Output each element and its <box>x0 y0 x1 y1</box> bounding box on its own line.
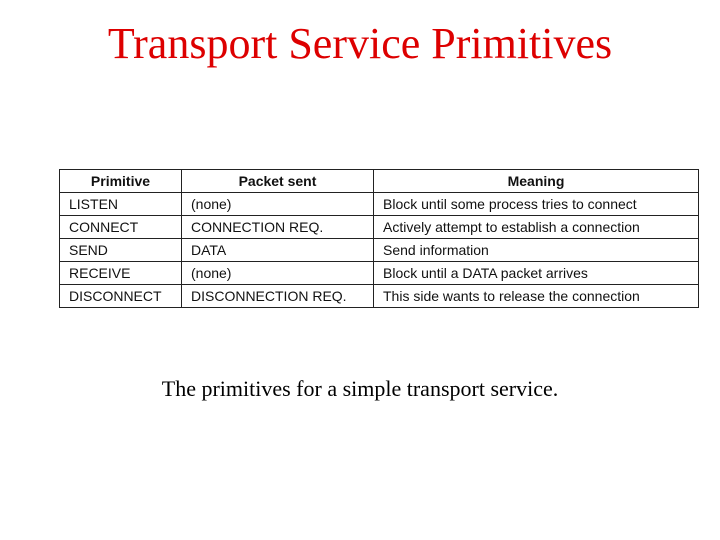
slide-title: Transport Service Primitives <box>107 19 613 68</box>
cell-meaning: Block until some process tries to connect <box>374 193 699 216</box>
table-row <box>60 262 699 285</box>
cell-primitive: LISTEN <box>60 193 182 216</box>
cell-packet-sent: DATA <box>182 239 374 262</box>
cell-meaning: This side wants to release the connection <box>374 285 699 308</box>
primitives-table <box>59 169 699 308</box>
cell-meaning: Send information <box>374 239 699 262</box>
cell-packet-sent: DISCONNECTION REQ. <box>182 285 374 308</box>
header-packet-sent: Packet sent <box>182 170 374 193</box>
cell-packet-sent: (none) <box>182 193 374 216</box>
cell-primitive: RECEIVE <box>60 262 182 285</box>
cell-primitive: SEND <box>60 239 182 262</box>
header-primitive: Primitive <box>60 170 182 193</box>
cell-packet-sent: CONNECTION REQ. <box>182 216 374 239</box>
header-meaning: Meaning <box>374 170 699 193</box>
cell-packet-sent: (none) <box>182 262 374 285</box>
table-row <box>60 285 699 308</box>
cell-primitive: CONNECT <box>60 216 182 239</box>
table-caption: The primitives for a simple transport service. <box>161 376 559 401</box>
cell-meaning: Actively attempt to establish a connection <box>374 216 699 239</box>
table-row <box>60 193 699 216</box>
table-row <box>60 239 699 262</box>
cell-meaning: Block until a DATA packet arrives <box>374 262 699 285</box>
table-row <box>60 216 699 239</box>
cell-primitive: DISCONNECT <box>60 285 182 308</box>
table-header-row <box>60 170 699 193</box>
